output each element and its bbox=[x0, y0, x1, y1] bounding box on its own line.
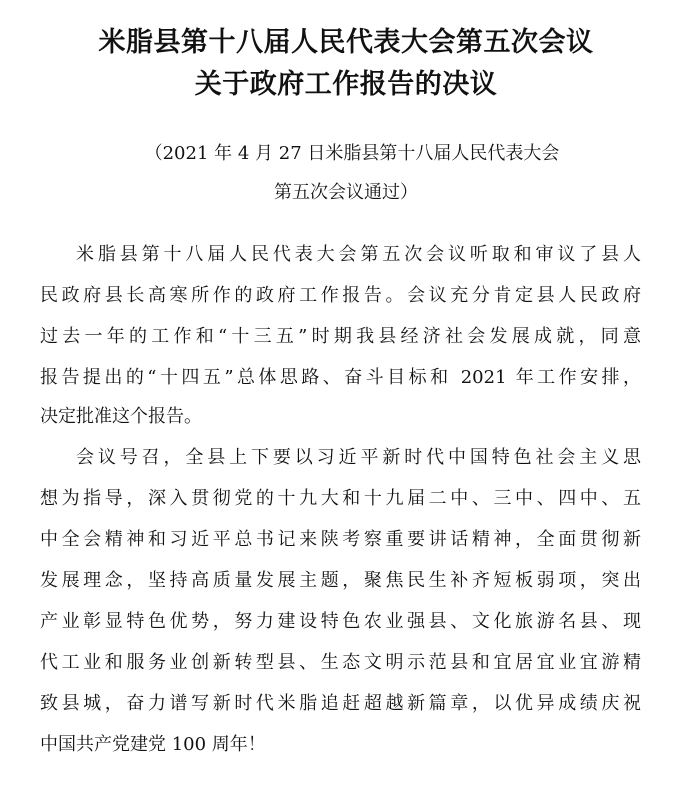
paragraph-2-line-6: 代工业和服务业创新转型县、生态文明示范县和宜居宜业宜游精 bbox=[40, 652, 641, 673]
paragraph-2-line-5: 产业彰显特色优势，努力建设特色农业强县、文化旅游名县、现 bbox=[40, 611, 641, 632]
adoption-note-line-2: 第五次会议通过） bbox=[274, 182, 418, 203]
paragraph-2-line-7: 致县城，奋力谱写新时代米脂追赶超越新篇章，以优异成绩庆祝 bbox=[40, 693, 641, 714]
paragraph-2-line-2: 想为指导，深入贯彻党的十九大和十九届二中、三中、四中、五 bbox=[40, 488, 641, 509]
paragraph-2-line-3: 中全会精神和习近平总书记来陕考察重要讲话精神，全面贯彻新 bbox=[40, 529, 641, 550]
paragraph-1-line-3: 过去一年的工作和“十三五”时期我县经济社会发展成就，同意 bbox=[40, 326, 641, 347]
paragraph-2-line-1: 会议号召，全县上下要以习近平新时代中国特色社会主义思 bbox=[76, 447, 641, 468]
paragraph-1-line-1: 米脂县第十八届人民代表大会第五次会议听取和审议了县人 bbox=[76, 244, 641, 265]
paragraph-1-line-2: 民政府县长高寒所作的政府工作报告。会议充分肯定县人民政府 bbox=[40, 285, 641, 306]
document-title-line-2: 关于政府工作报告的决议 bbox=[194, 69, 498, 100]
paragraph-2-line-4: 发展理念，坚持高质量发展主题，聚焦民生补齐短板弱项，突出 bbox=[40, 570, 641, 591]
paragraph-2-line-8: 中国共产党建党 100 周年！ bbox=[40, 734, 266, 755]
document-title-line-1: 米脂县第十八届人民代表大会第五次会议 bbox=[98, 27, 594, 58]
adoption-note-line-1: （2021 年 4 月 27 日米脂县第十八届人民代表大会 bbox=[144, 143, 560, 164]
paragraph-1-line-5: 决定批准这个报告。 bbox=[40, 406, 202, 427]
paragraph-1-line-4: 报告提出的“十四五”总体思路、奋斗目标和 2021 年工作安排， bbox=[40, 367, 641, 388]
